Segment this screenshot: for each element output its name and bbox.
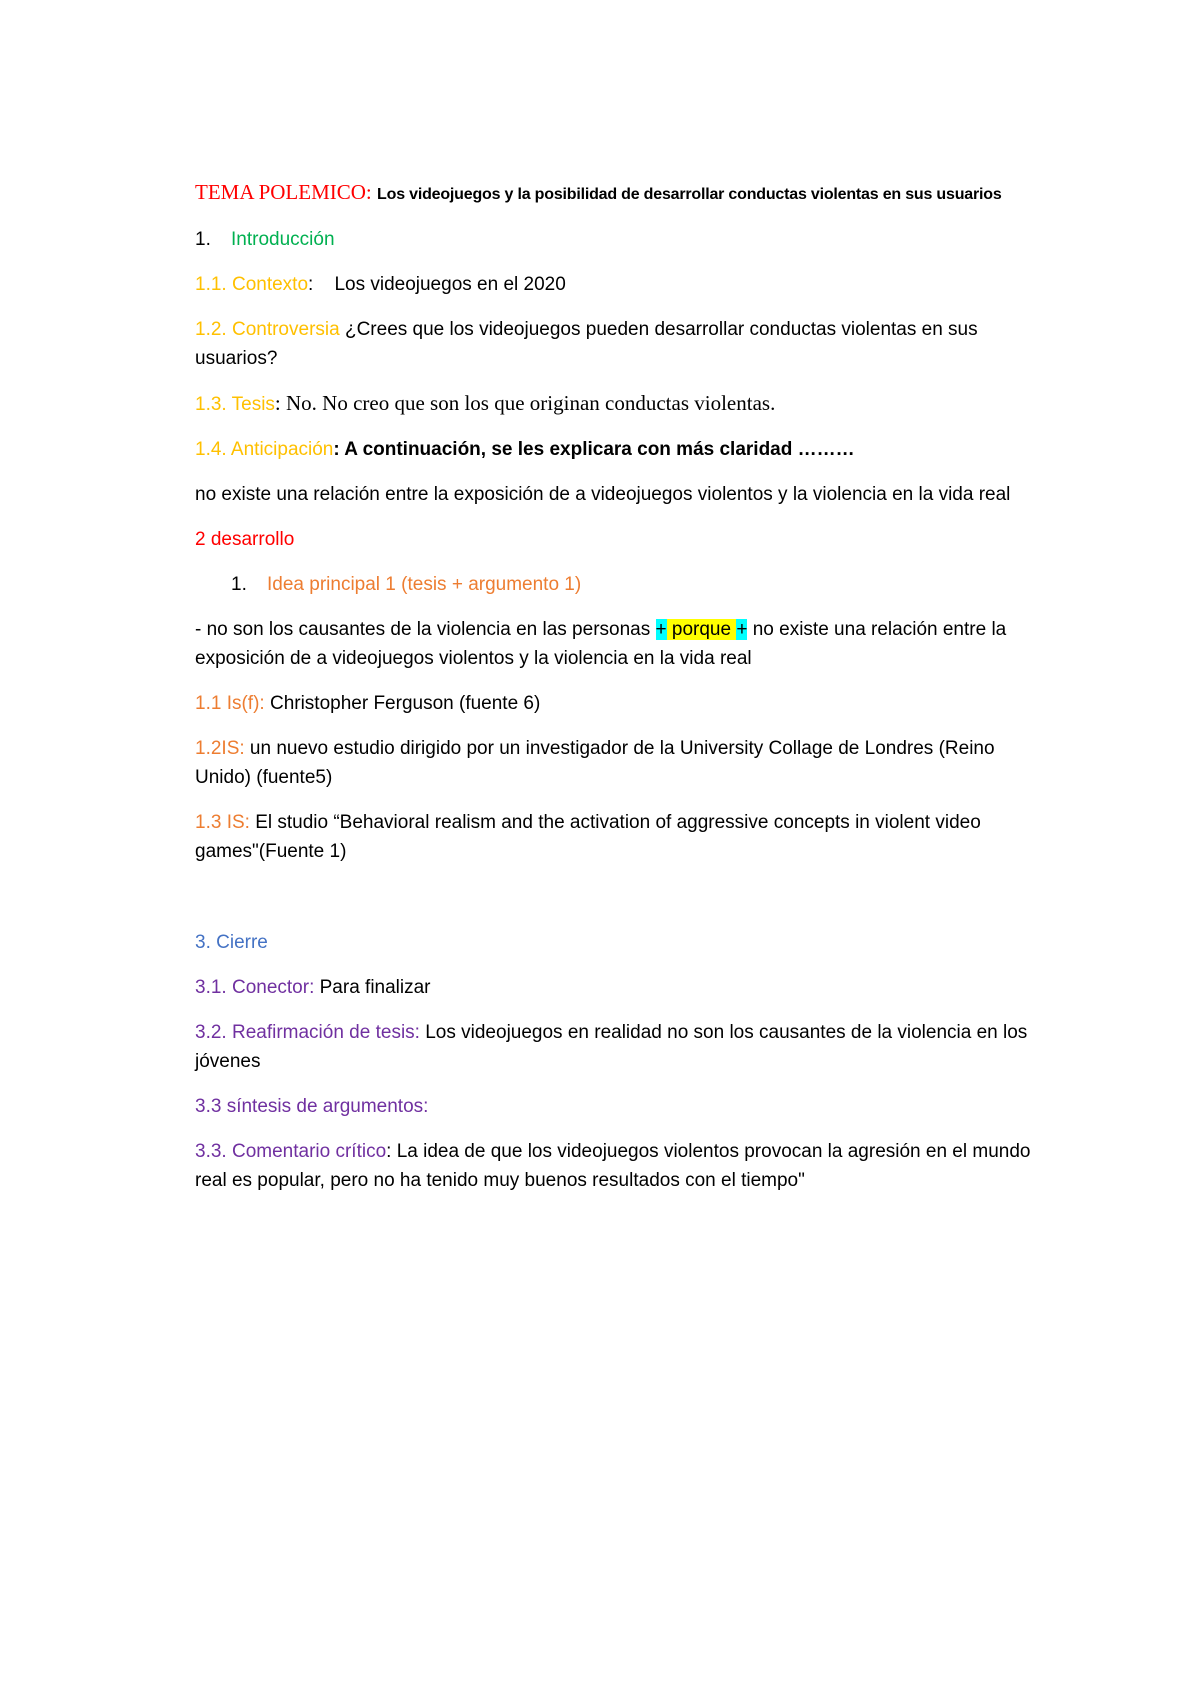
argument-part1: - no son los causantes de la violencia en las personas [195,619,656,640]
closing-heading: 3. Cierre [195,932,268,953]
connector-text: Para finalizar [314,977,431,998]
development-heading: 2 desarrollo [195,529,295,550]
topic-text: Los videojuegos y la posibilidad de desarrollar conductas violentas en sus usuarios [377,186,1002,203]
section-spacer [195,882,1045,928]
is1-label: 1.1 Is(f): [195,693,265,714]
anticipation-label: 1.4. Anticipación [195,439,334,460]
synthesis-line: 3.3 síntesis de argumentos: [195,1096,429,1117]
porque-highlight: porque [666,619,737,640]
argument-paragraph [195,615,1045,673]
anticipation-text: : A continuación, se les explicara con más claridad ……… [333,439,855,460]
context-sep: : [308,274,314,295]
is3-label: 1.3 IS: [195,812,250,833]
is2-label: 1.2IS: [195,738,245,759]
main-idea-text: Idea principal 1 (tesis + argumento 1) [267,574,582,595]
critical-comment-label: 3.3. Comentario crítico [195,1141,387,1162]
is2-line [195,734,1045,792]
document-body [195,178,1045,1211]
is3-line [195,808,1045,866]
reaffirmation-line [195,1018,1045,1076]
connector-line [195,973,1045,1002]
plus-highlight-1: + [655,619,667,640]
intro-number: 1. [195,229,211,250]
intro-heading-text: Introducción [231,229,335,250]
controversy-text: ¿Crees que los videojuegos pueden desarrollar conductas violentas en sus usuarios? [195,319,978,369]
critical-comment-text: : La idea de que los videojuegos violentos provocan la agresión en el mundo real es popular, pero no ha tenido muy buenos resultados con el tiempo" [195,1141,1031,1191]
controversy-line [195,315,1045,373]
is3-text: El studio “Behavioral realism and the activation of aggressive concepts in violent video games"(Fuente 1) [195,812,981,862]
intro-heading [195,225,1045,254]
is1-text: Christopher Ferguson (fuente 6) [264,693,541,714]
thesis-text: : No. No creo que son los que originan conductas violentas. [274,391,776,415]
controversy-label: 1.2. Controversia [195,319,340,340]
relation-paragraph: no existe una relación entre la exposición de a videojuegos violentos y la violencia en la vida real [195,484,1011,505]
thesis-label: 1.3. Tesis [195,394,275,415]
main-idea-line [195,570,1045,599]
reaffirmation-label: 3.2. Reafirmación de tesis: [195,1022,420,1043]
context-label: 1.1. Contexto [195,274,309,295]
reaffirmation-text: Los videojuegos en realidad no son los causantes de la violencia en los jóvenes [195,1022,1028,1072]
anticipation-line [195,435,1045,464]
plus-highlight-2: + [736,619,748,640]
main-idea-number: 1. [231,574,247,595]
argument-part2: no existe una relación entre la exposición de a videojuegos violentos y la violencia en la vida real [195,619,1007,669]
topic-title [195,178,1045,209]
topic-label: TEMA POLEMICO: [195,180,372,204]
is2-text: un nuevo estudio dirigido por un investigador de la University Collage de Londres (Reino Unido) (fuente5) [195,738,995,788]
is1-line [195,689,1045,718]
thesis-line [195,389,1045,419]
critical-comment-line [195,1137,1045,1195]
context-text: Los videojuegos en el 2020 [334,274,566,295]
connector-label: 3.1. Conector: [195,977,315,998]
context-line [195,270,1045,299]
